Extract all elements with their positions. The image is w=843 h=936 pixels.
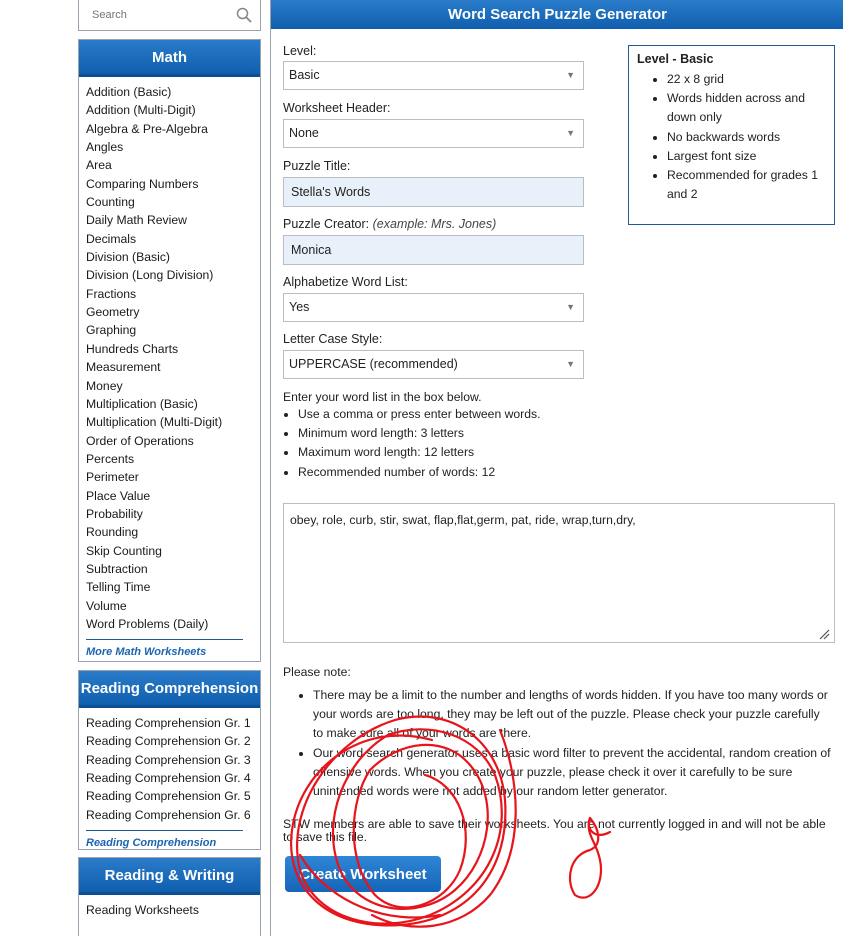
puzzle-creator-example: (example: Mrs. Jones) bbox=[372, 217, 497, 231]
chevron-down-icon: ▼ bbox=[566, 70, 575, 80]
level-info-item: • No backwards words bbox=[667, 128, 826, 147]
level-value: Basic bbox=[289, 68, 320, 82]
sidebar-item-math[interactable]: Algebra & Pre-Algebra bbox=[86, 121, 208, 136]
instruction-item: • Use a comma or press enter between words. bbox=[298, 405, 823, 424]
note-list bbox=[313, 686, 833, 801]
sidebar-item-math[interactable]: Volume bbox=[86, 598, 127, 613]
level-info-item: • 22 x 8 grid bbox=[667, 70, 826, 89]
sidebar-item-math[interactable]: Skip Counting bbox=[86, 543, 162, 558]
sidebar-item-math[interactable]: Multiplication (Basic) bbox=[86, 396, 198, 411]
chevron-down-icon: ▼ bbox=[566, 128, 575, 138]
math-header[interactable]: Math bbox=[79, 40, 260, 77]
sidebar-item-math[interactable]: Rounding bbox=[86, 525, 139, 540]
sidebar-item-math[interactable]: Perimeter bbox=[86, 470, 139, 485]
word-list-textarea[interactable] bbox=[283, 503, 835, 643]
sidebar-item-math[interactable]: Geometry bbox=[86, 305, 140, 320]
sidebar-item-math[interactable]: Word Problems (Daily) bbox=[86, 616, 209, 631]
sidebar-item-math[interactable]: Multiplication (Multi-Digit) bbox=[86, 415, 223, 430]
puzzle-creator-label bbox=[283, 217, 496, 231]
level-select[interactable] bbox=[283, 61, 584, 90]
main-panel bbox=[270, 0, 843, 936]
chevron-down-icon: ▼ bbox=[566, 302, 575, 312]
reading-comprehension-nav bbox=[78, 670, 261, 850]
sidebar-item-math[interactable]: Hundreds Charts bbox=[86, 341, 179, 356]
instruction-item: • Minimum word length: 3 letters bbox=[298, 424, 823, 443]
sidebar-item-math[interactable]: Angles bbox=[86, 140, 124, 155]
sidebar-item-reading-comprehension[interactable]: Reading Comprehension Gr. 4 bbox=[86, 771, 251, 786]
chevron-down-icon: ▼ bbox=[566, 359, 575, 369]
worksheet-header-value: None bbox=[289, 126, 319, 140]
reading-writing-list bbox=[79, 895, 260, 919]
puzzle-creator-label-text: Puzzle Creator: bbox=[283, 217, 370, 231]
page-title: Word Search Puzzle Generator bbox=[271, 0, 843, 29]
level-info-item: • Words hidden across and down only bbox=[667, 89, 826, 127]
note-item: • Our word search generator uses a basic word filter to prevent the accidental, random creation of offensive words. When you create your puzzle, please check it over it carefully to be sure unintended words were not added by our random letter generator. bbox=[313, 744, 833, 802]
note-item: • There may be a limit to the number and lengths of words hidden. If you have too many words or your words are too long, they may be left out of the puzzle. Please check your puzzle carefully to make sure all of your words are there. bbox=[313, 686, 833, 744]
sidebar-item-math[interactable]: Order of Operations bbox=[86, 433, 194, 448]
puzzle-creator-input[interactable]: Monica bbox=[283, 235, 584, 265]
sidebar-item-math[interactable]: Probability bbox=[86, 506, 143, 521]
more-math-link[interactable]: More Math Worksheets bbox=[86, 639, 243, 657]
letter-case-label: Letter Case Style: bbox=[283, 332, 383, 346]
alphabetize-label: Alphabetize Word List: bbox=[283, 275, 408, 289]
letter-case-select[interactable] bbox=[283, 350, 584, 379]
create-worksheet-button[interactable]: Create Worksheet bbox=[285, 856, 441, 892]
resize-handle-icon[interactable] bbox=[818, 628, 830, 640]
sidebar-item-math[interactable]: Telling Time bbox=[86, 580, 151, 595]
instructions-lead: Enter your word list in the box below. bbox=[283, 390, 482, 404]
level-info-item: • Recommended for grades 1 and 2 bbox=[667, 166, 826, 204]
instructions-list bbox=[283, 405, 823, 482]
instruction-item: • Maximum word length: 12 letters bbox=[298, 443, 823, 462]
search-input[interactable] bbox=[80, 2, 230, 28]
sidebar-item-math[interactable]: Counting bbox=[86, 195, 135, 210]
worksheet-header-select[interactable] bbox=[283, 119, 584, 148]
note-label: Please note: bbox=[283, 665, 351, 679]
sidebar-item-math[interactable]: Money bbox=[86, 378, 123, 393]
sidebar-item-math[interactable]: Subtraction bbox=[86, 561, 148, 576]
sidebar-item-math[interactable]: Division (Basic) bbox=[86, 250, 170, 265]
reading-comprehension-list bbox=[79, 708, 260, 824]
reading-writing-header[interactable]: Reading & Writing bbox=[79, 858, 260, 895]
level-info-title: Level - Basic bbox=[637, 52, 714, 66]
sidebar-item-reading-comprehension[interactable]: Reading Comprehension Gr. 3 bbox=[86, 752, 251, 767]
reading-comprehension-header[interactable]: Reading Comprehension bbox=[79, 671, 260, 708]
math-nav bbox=[78, 39, 261, 662]
sidebar-item-math[interactable]: Fractions bbox=[86, 286, 137, 301]
worksheet-header-label: Worksheet Header: bbox=[283, 101, 391, 115]
puzzle-title-input[interactable]: Stella's Words bbox=[283, 177, 584, 207]
alphabetize-value: Yes bbox=[289, 300, 310, 314]
search-box bbox=[78, 0, 261, 31]
sidebar-item-math[interactable]: Area bbox=[86, 158, 112, 173]
sidebar-item-math[interactable]: Daily Math Review bbox=[86, 213, 187, 228]
level-label: Level: bbox=[283, 44, 317, 58]
sidebar-item-math[interactable]: Addition (Multi-Digit) bbox=[86, 103, 196, 118]
reading-writing-nav bbox=[78, 857, 261, 936]
sidebar-item-math[interactable]: Percents bbox=[86, 451, 135, 466]
sidebar-item-reading-comprehension[interactable]: Reading Comprehension Gr. 5 bbox=[86, 789, 251, 804]
sidebar-item-reading-comprehension[interactable]: Reading Comprehension Gr. 2 bbox=[86, 734, 251, 749]
more-reading-comprehension-link[interactable]: Reading Comprehension bbox=[86, 830, 243, 848]
math-list bbox=[79, 77, 260, 633]
level-info-item: • Largest font size bbox=[667, 147, 826, 166]
sidebar-item-reading-comprehension[interactable]: Reading Comprehension Gr. 1 bbox=[86, 716, 251, 730]
sidebar-item-math[interactable]: Division (Long Division) bbox=[86, 268, 214, 283]
save-note: STW members are able to save their worksheets. You are not currently logged in and will not be able to save this file. bbox=[283, 817, 826, 844]
instruction-item: • Recommended number of words: 12 bbox=[298, 463, 823, 482]
sidebar-item-math[interactable]: Place Value bbox=[86, 488, 151, 503]
sidebar-item-math[interactable]: Comparing Numbers bbox=[86, 176, 199, 191]
letter-case-value: UPPERCASE (recommended) bbox=[289, 357, 458, 371]
instructions bbox=[283, 389, 823, 482]
sidebar-item-reading-comprehension[interactable]: Reading Comprehension Gr. 6 bbox=[86, 807, 251, 822]
level-info-box bbox=[628, 45, 835, 225]
sidebar-item-math[interactable]: Addition (Basic) bbox=[86, 85, 172, 99]
puzzle-title-label: Puzzle Title: bbox=[283, 159, 351, 173]
sidebar-item-math[interactable]: Measurement bbox=[86, 360, 161, 375]
search-icon[interactable] bbox=[236, 7, 252, 23]
sidebar-item-math[interactable]: Graphing bbox=[86, 323, 137, 338]
alphabetize-select[interactable] bbox=[283, 293, 584, 322]
level-info-list bbox=[637, 70, 826, 204]
sidebar-item-math[interactable]: Decimals bbox=[86, 231, 137, 246]
sidebar-item-reading-writing[interactable]: Reading Worksheets bbox=[86, 903, 199, 917]
